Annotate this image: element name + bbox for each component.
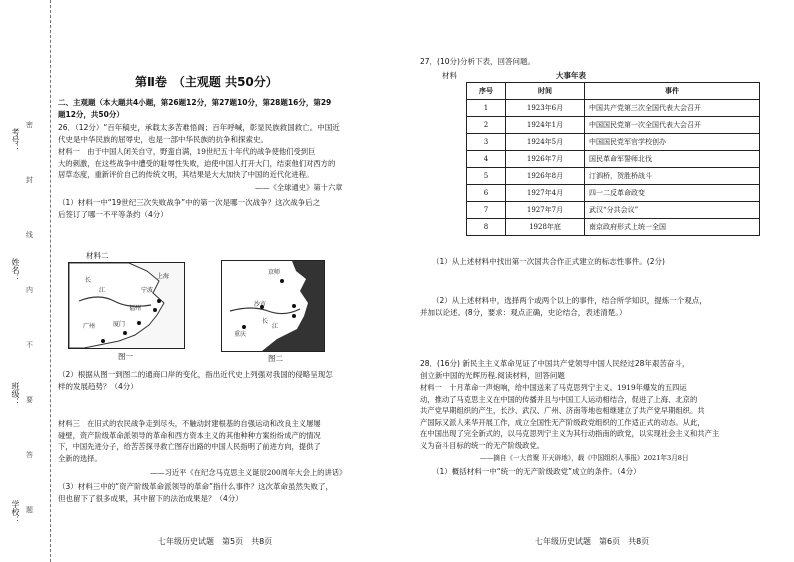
cut-mark: 密 bbox=[26, 121, 33, 129]
material-1-source: ——《全球通史》第十六章 bbox=[255, 183, 343, 192]
question-28-1: （1）概括材料一中“统一的无产阶级政党”成立的条件。（4分） bbox=[432, 467, 641, 476]
q27-intro: 27．(10分)分析下表，回答问题。 bbox=[420, 57, 535, 66]
chronology-table bbox=[466, 82, 760, 236]
table-row: 1 1923年6月 中国共产党第三次全国代表大会召开 bbox=[467, 100, 760, 117]
cut-mark: 线 bbox=[26, 231, 33, 239]
question-26-2: （2）根据从图一到图二的通商口岸的变化，指出近代史上列强对我国的侵略呈现怎 样的发展趋势？（4分） bbox=[58, 370, 333, 391]
instructions: 二、主观题（本大题共4小题，第26题12分，第27题10分，第28题16分，第29 题12分，共50分） bbox=[58, 98, 332, 119]
map-label: 长 bbox=[85, 277, 92, 284]
cut-mark: 内 bbox=[26, 286, 33, 294]
map-1-caption: 图一 bbox=[118, 352, 133, 361]
map-label: 江 bbox=[99, 287, 106, 294]
map-label: 重庆 bbox=[234, 331, 247, 338]
page-footer-left: 七年级历史试题 第5页 共8页 bbox=[158, 537, 273, 546]
table-row: 4 1926年7月 国民革命军誓师北伐 bbox=[467, 151, 760, 168]
binding-margin bbox=[0, 0, 51, 562]
map-label: 江 bbox=[272, 323, 279, 330]
q28-intro: 28．(16分) 新民主主义革命见证了中国共产党领导中国人民经过28年艰苦奋斗， 创立新中国的光辉历程.阅读材料，回答问题 bbox=[420, 359, 690, 380]
map-figure-1 bbox=[68, 262, 185, 349]
material-2-label: 材料二 bbox=[86, 251, 109, 260]
table-row: 8 1928年底 南京政府形式上统一全国 bbox=[467, 219, 760, 236]
map-label: 广州 bbox=[83, 323, 96, 330]
material-1: 材料一 由于中国人闭关自守，野蛮自满，19世纪五十年代的战争使他们受到巨 大的刺激，在这些战争中遭受的耻辱性失败，迫使中国人打开大门，结束他们对西方的 居草态度，重新评价自己的传统文明，其结果是大大加快了中国的近代化进程。 bbox=[58, 147, 336, 179]
material-3-source: ——习近平《在纪念马克思主义诞辰200周年大会上的讲话》 bbox=[150, 468, 347, 477]
cut-mark: 题 bbox=[26, 506, 33, 514]
map-figure-2 bbox=[221, 260, 325, 352]
name-label: 姓名： bbox=[11, 258, 20, 282]
table-row: 7 1927年7月 武汉“分共会议” bbox=[467, 202, 760, 219]
column-header: 时间 bbox=[506, 83, 585, 100]
column-header: 序号 bbox=[467, 83, 506, 100]
section-title: 第Ⅱ卷 （主观题 共50分） bbox=[135, 75, 278, 89]
map-label: 苏州 bbox=[282, 297, 295, 304]
page-footer-right: 七年级历史试题 第6页 共8页 bbox=[535, 537, 650, 546]
table-title: 大事年表 bbox=[556, 71, 586, 80]
q28-material-1: 材料一 十月革命一声炮响，给中国送来了马克思列宁主义。1919年爆发的五四运 动，推动了马克思主义在中国的传播并且与中国工人运动相结合，促进了上海、北京的 共产党早期组织的产生，长沙、武汉、广州、济南等地也相继建立了共产党早期组织。共 产国际又派人来华开展工作，成立全国性无产阶级政党组织的工作适正式的动态。从此， 在中国出现了完全新式的，以马克思列宁主义为其行动指南的政党，以实现社会主义和共产主 义为奋斗目标的统一的无产阶级政党。 bbox=[420, 383, 720, 450]
cut-mark: 答 bbox=[26, 451, 33, 459]
table-row: 5 1926年8月 汀泗桥，贺胜桥战斗 bbox=[467, 168, 760, 185]
cut-mark: 要 bbox=[26, 396, 33, 404]
cut-mark: 不 bbox=[26, 341, 33, 349]
question-27-2: （2）从上述材料中，选择两个或两个以上的事件，结合所学知识，提炼一个观点， 并加以论述。(8分，要求：观点正确，史论结合，表述清楚。） bbox=[420, 296, 707, 317]
map-label: 杭州 bbox=[280, 321, 293, 328]
material-label: 材料 bbox=[442, 71, 457, 80]
table-header-row bbox=[467, 83, 760, 100]
map-2-caption: 图二 bbox=[268, 354, 283, 363]
column-header: 事件 bbox=[585, 83, 760, 100]
map-label: 京师 bbox=[268, 269, 281, 276]
material-3: 材料三 在旧式的农民战争走到尽头，不触动封建根基的自强运动和改良主义屡屡 碰壁，资产阶级革命派领导的革命和西方资本主义的其他种种方案纷纷成产的情况 下，中国先进分子，给苦苦探寻救亡图存出路的中国人民指明了前进方向，提供了 全新的选择。 bbox=[58, 419, 321, 463]
exam-number-label: 考号： bbox=[11, 128, 20, 152]
question-27-1: （1）从上述材料中找出第一次国共合作正式建立的标志性事件。(2分) bbox=[432, 257, 665, 266]
map-label: 福州 bbox=[129, 305, 142, 312]
school-label: 学校： bbox=[11, 500, 20, 524]
q26-intro: 26．（12分）“百年稿史，承载太多苦难悟阁；百年呼喊，彰显民族救国救亡。中国近 代史是中华民族的屈辱史，也是一部中华民族的抗争和探索史。 bbox=[58, 123, 340, 144]
question-26-1: （1）材料一中“19世纪三次失败战争”中的第一次是哪一次战争？这次战争后之 后签订了哪一不平等条约（4分） bbox=[58, 198, 321, 219]
map-label: 沙市 bbox=[254, 301, 267, 308]
q28-material-1-source: ——摘自《一大首聚 开天辟地》，载《中国组织人事报》2021年3月8日 bbox=[480, 454, 689, 462]
map-label: 长 bbox=[262, 318, 269, 325]
table-row: 6 1927年4月 四一二反革命政变 bbox=[467, 185, 760, 202]
map-label: 宁波 bbox=[141, 287, 154, 294]
table-row: 3 1924年5月 中国国民党军官学校创办 bbox=[467, 134, 760, 151]
cut-mark: 封 bbox=[26, 176, 33, 184]
question-26-3: （3）材料三中的“资产阶级革命派领导的革命”指什么事件？这次革命虽然失败了， 但也留下了很多成果，其中留下的法治成果是？（4分） bbox=[58, 482, 334, 503]
class-label: 班级： bbox=[11, 382, 20, 406]
map-label: 上海 bbox=[157, 273, 170, 280]
table-row: 2 1924年1月 中国国民党第一次全国代表大会召开 bbox=[467, 117, 760, 134]
map-label: 厦门 bbox=[113, 321, 126, 328]
